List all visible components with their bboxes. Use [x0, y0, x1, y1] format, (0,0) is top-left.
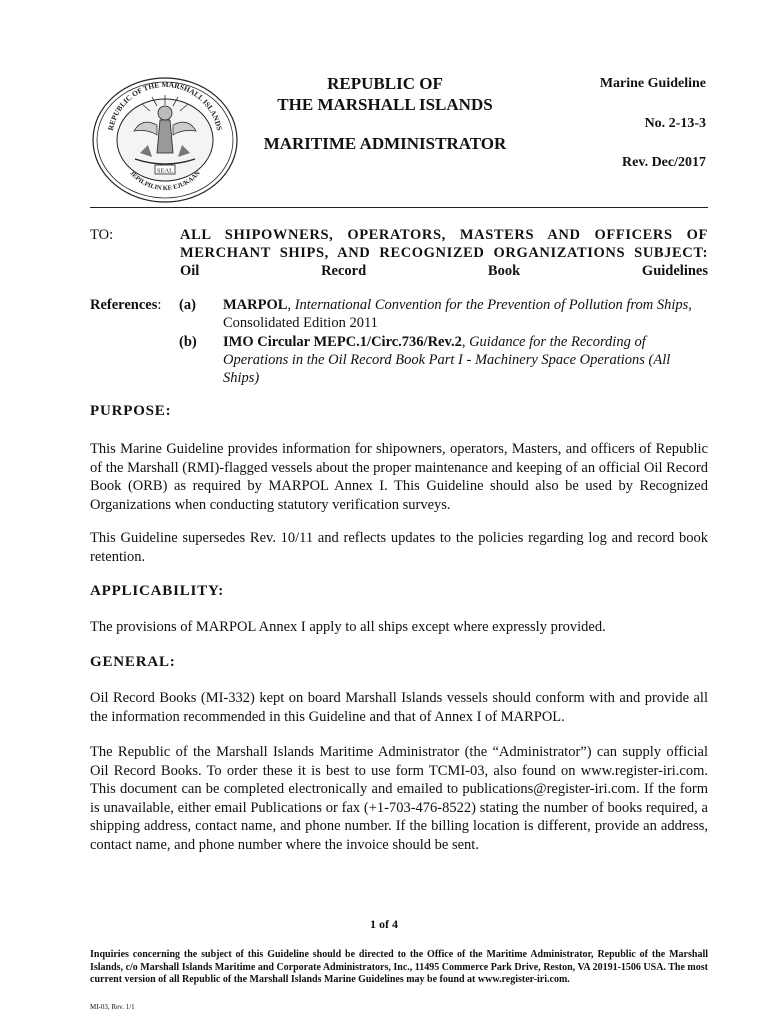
applicability-paragraph: The provisions of MARPOL Annex I apply to all ships except where expressly provided. [90, 619, 606, 635]
to-line-1: ALL SHIPOWNERS, OPERATORS, MASTERS AND OFFICERS OF [180, 227, 708, 243]
reference-italic: International Convention for the Prevention of Pollution from Ships, [294, 297, 692, 313]
section-heading-purpose: PURPOSE: [90, 403, 172, 419]
purpose-paragraph-2: This Guideline supersedes Rev. 10/11 and reflects updates to the policies regarding log and record book retention. [90, 530, 708, 565]
to-line-2: MERCHANT SHIPS, AND RECOGNIZED ORGANIZATIONS SUBJECT: [180, 245, 708, 261]
purpose-paragraph-1: This Marine Guideline provides information for shipowners, operators, Masters, and officers of Republic of the Marshall (RMI)-flagged vessels about the proper maintenance and keeping of an official Oil Record Book (ORB) as required by MARPOL Annex I. This Guideline should also be used by Recognized Organizations when conducting statutory verification surveys. [90, 441, 708, 513]
to-label: TO: [90, 227, 114, 243]
reference-text: IMO Circular MEPC.1/Circ.736/Rev.2, Guidance for the Recording of Operations in the Oil Record Book Part I - Machinery Space Operations (All Ships) [223, 334, 671, 386]
footer-inquiries: Inquiries concerning the subject of this Guideline should be directed to the Office of the Maritime Administrator, Republic of the Marshall Islands, c/o Marshall Islands Maritime and Corporate Administrators, Inc., 11495 Commerce Park Drive, Reston, VA 20191-1506 USA. The most current version of all Republic of the Marshall Islands Marine Guidelines may be found at www.register-iri.com. [90, 949, 708, 985]
section-heading-applicability: APPLICABILITY: [90, 583, 225, 599]
reference-letter: (b) [179, 334, 197, 350]
seal-top-text: REPUBLIC OF THE MARSHALL ISLANDS [105, 79, 225, 132]
reference-bold: IMO Circular MEPC.1/Circ.736/Rev.2 [223, 334, 462, 350]
seal-bottom-text: JEPILPILIN KE EJUKAAN [128, 169, 202, 193]
form-number: MI-03, Rev. 1/1 [90, 1003, 135, 1011]
to-recipients [180, 226, 708, 280]
reference-text: MARPOL, International Convention for the Prevention of Pollution from Ships, Consolidated Edition 2011 [223, 297, 692, 331]
header-line-marshall-islands: THE MARSHALL ISLANDS [277, 95, 493, 114]
header-line-maritime-administrator: MARITIME ADMINISTRATOR [263, 134, 507, 153]
reference-bold: MARPOL [223, 297, 288, 313]
section-heading-general: GENERAL: [90, 654, 176, 670]
reference-letter: (a) [179, 297, 196, 313]
references-label: References: [90, 297, 162, 313]
revision-label: Rev. Dec/2017 [622, 155, 706, 170]
reference-italic: Guidance for the Recording of Operations in the Oil Record Book Part I - Machinery Space Operations (All Ships) [223, 334, 671, 386]
header-divider [90, 207, 708, 208]
doc-type-label: Marine Guideline [599, 76, 706, 91]
general-paragraph-1: Oil Record Books (MI-332) kept on board Marshall Islands vessels should conform with and provide all the information recommended in this Guideline and that of Annex I of MARPOL. [90, 690, 708, 725]
subject-title: Oil Record Book Guidelines [180, 263, 708, 279]
marshall-islands-seal-icon [90, 75, 240, 205]
header-line-republic: REPUBLIC OF [327, 74, 443, 93]
seal-center-text: SEAL [156, 167, 174, 175]
doc-number: No. 2-13-3 [644, 116, 706, 131]
general-paragraph-2: The Republic of the Marshall Islands Maritime Administrator (the “Administrator”) can supply official Oil Record Books. To order these it is best to use form TCMI-03, also found on www.register-iri.com. This document can be completed electronically and emailed to publications@register-iri.com. If the form is unavailable, either email Publications or fax (+1-703-476-8522) stating the number of books required, a shipping address, contact name, and phone number. If the billing location is different, provide an address, contact name, and phone number where the invoice should be sent. [90, 744, 708, 853]
page-number: 1 of 4 [370, 917, 398, 931]
